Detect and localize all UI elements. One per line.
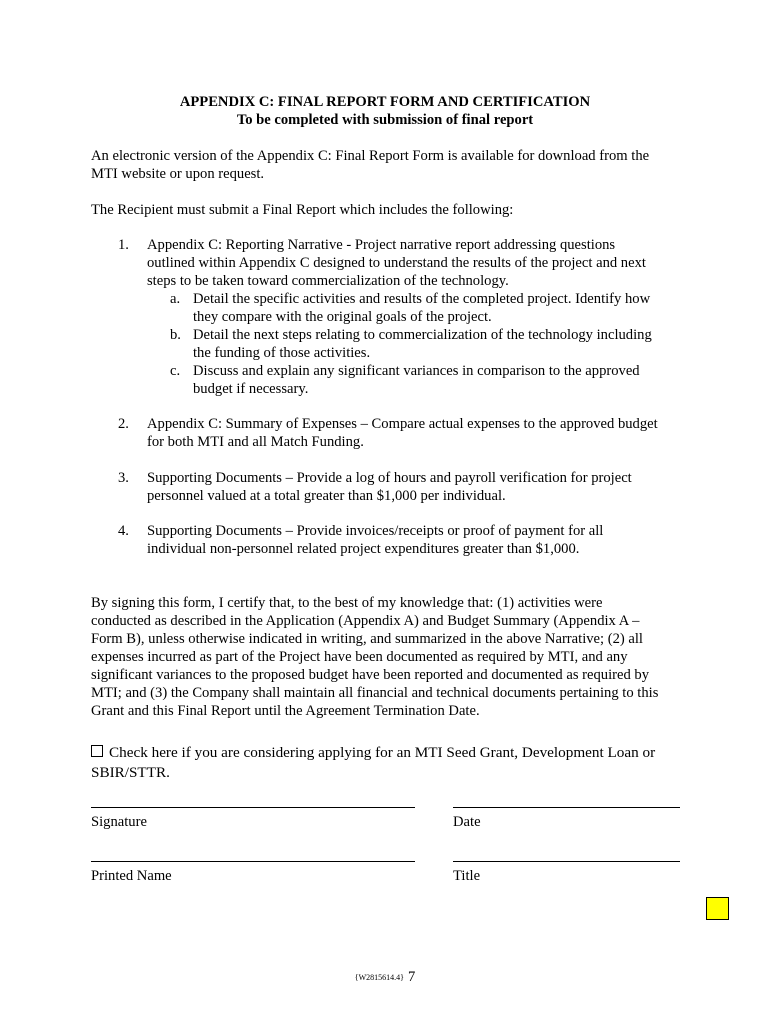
checkbox-label: Check here if you are considering applying for an MTI Seed Grant, Development Loan or — [109, 744, 656, 761]
page-title: APPENDIX C: FINAL REPORT FORM AND CERTIFICATION — [179, 94, 591, 110]
list-item-text — [147, 415, 687, 451]
certification-line: Grant and this Final Report until the Agreement Termination Date. — [91, 703, 480, 719]
sublist-item-line: Detail the next steps relating to commercialization of the technology including — [193, 327, 652, 343]
certification-line: expenses incurred as part of the Project have been documented as required by MTI, and any — [91, 649, 628, 665]
list-item-line: Appendix C: Summary of Expenses – Compare actual expenses to the approved budget — [147, 416, 658, 432]
sublist-item-line: budget if necessary. — [193, 381, 309, 397]
page-footer — [0, 968, 770, 987]
intro-line: An electronic version of the Appendix C: Final Report Form is available for download from the — [91, 148, 650, 164]
consideration-checkbox-row — [91, 743, 691, 783]
printed-name-label: Printed Name — [91, 868, 172, 884]
date-label: Date — [453, 814, 481, 830]
certification-line: MTI; and (3) the Company shall maintain all financial and technical documents pertaining to this — [91, 685, 659, 701]
list-item-text — [147, 522, 687, 558]
intro-paragraph — [91, 147, 691, 183]
list-item-line: steps to be taken toward commercialization of the technology. — [147, 273, 509, 289]
intro-lead: The Recipient must submit a Final Report which includes the following: — [91, 202, 514, 218]
list-item-line: Supporting Documents – Provide invoices/receipts or proof of payment for all — [147, 523, 604, 539]
list-item-text — [147, 236, 687, 290]
signature-line[interactable] — [91, 807, 415, 808]
sublist-item-text — [193, 326, 683, 362]
list-item-line: personnel valued at a total greater than $1,000 per individual. — [147, 488, 506, 504]
sublist-item-text — [193, 290, 683, 326]
list-item-text — [147, 469, 687, 505]
sublist-item-letter: a. — [170, 291, 181, 307]
title-line[interactable] — [453, 861, 680, 862]
list-item-number: 3. — [118, 470, 129, 486]
sublist-item-line: Discuss and explain any significant variances in comparison to the approved — [193, 363, 640, 379]
consideration-checkbox[interactable] — [91, 745, 103, 757]
list-item-number: 2. — [118, 416, 129, 432]
sublist-item-line: they compare with the original goals of the project. — [193, 309, 492, 325]
certification-line: significant variances to the proposed budget have been reported and documented as required by — [91, 667, 650, 683]
page-subtitle: To be completed with submission of final report — [236, 112, 534, 128]
certification-line: By signing this form, I certify that, to the best of my knowledge that: (1) activities were — [91, 595, 603, 611]
list-item-line: outlined within Appendix C designed to understand the results of the project and next — [147, 255, 646, 271]
page-number: 7 — [407, 969, 416, 985]
list-item-line: individual non-personnel related project expenditures greater than $1,000. — [147, 541, 580, 557]
certification-line: Form B), unless otherwise indicated in writing, and summarized in the above Narrative; (2) all — [91, 631, 643, 647]
list-item-line: Supporting Documents – Provide a log of hours and payroll verification for project — [147, 470, 632, 486]
intro-line: MTI website or upon request. — [91, 166, 265, 182]
printed-name-line[interactable] — [91, 861, 415, 862]
list-item-line: Appendix C: Reporting Narrative - Project narrative report addressing questions — [147, 237, 616, 253]
highlight-box — [706, 897, 729, 920]
list-item-line: for both MTI and all Match Funding. — [147, 434, 364, 450]
sublist-item-letter: b. — [170, 327, 181, 343]
title-label: Title — [453, 868, 481, 884]
sublist-item-text — [193, 362, 683, 398]
document-code: {W2815614.4} — [354, 973, 404, 982]
signature-label: Signature — [91, 814, 147, 830]
certification-paragraph — [91, 594, 691, 720]
certification-line: conducted as described in the Application (Appendix A) and Budget Summary (Appendix A – — [91, 613, 640, 629]
list-item-number: 1. — [118, 237, 129, 253]
list-item-number: 4. — [118, 523, 129, 539]
sublist-item-line: Detail the specific activities and results of the completed project. Identify how — [193, 291, 651, 307]
date-line[interactable] — [453, 807, 680, 808]
sublist-item-letter: c. — [170, 363, 181, 379]
checkbox-label-continued: SBIR/STTR. — [91, 764, 170, 781]
sublist-item-line: the funding of those activities. — [193, 345, 371, 361]
